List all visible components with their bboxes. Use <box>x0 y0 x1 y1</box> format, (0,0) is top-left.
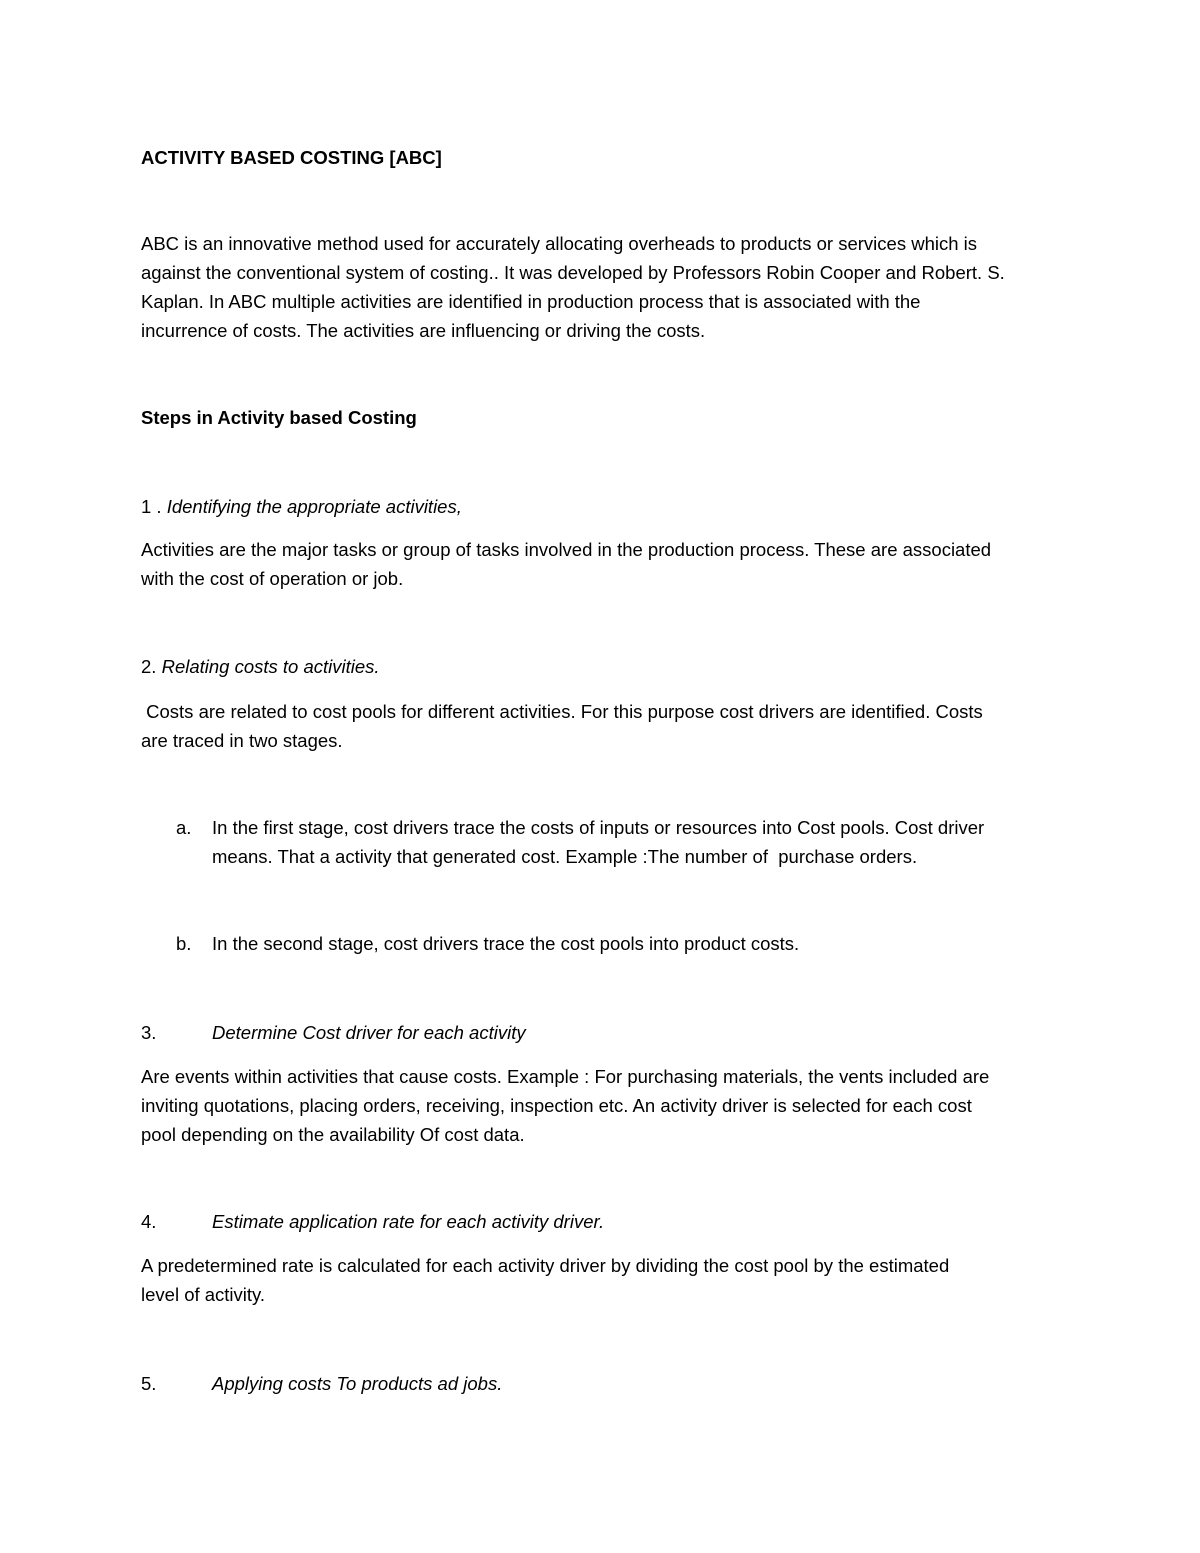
step4-line-2: level of activity. <box>141 1284 266 1305</box>
step3-line-1: Are events within activities that cause costs. Example : For purchasing materials, the vents included are <box>141 1066 990 1087</box>
step1-heading-line <box>141 492 462 521</box>
step4-line-1: A predetermined rate is calculated for each activity driver by dividing the cost pool by the estimated <box>141 1255 950 1276</box>
intro-line-4: incurrence of costs. The activities are influencing or driving the costs. <box>141 320 706 341</box>
step4-heading: Estimate application rate for each activity driver. <box>212 1211 605 1232</box>
steps-heading: Steps in Activity based Costing <box>141 407 417 428</box>
step2-number: 2. <box>141 656 157 677</box>
step2-heading-line <box>141 652 380 681</box>
step2-line-2: are traced in two stages. <box>141 730 343 751</box>
step2-line-1: Costs are related to cost pools for different activities. For this purpose cost drivers are identified. Costs <box>141 701 983 722</box>
step3-line-2: inviting quotations, placing orders, receiving, inspection etc. An activity driver is selected for each cost <box>141 1095 972 1116</box>
step3-heading: Determine Cost driver for each activity <box>212 1022 526 1043</box>
step1-heading: Identifying the appropriate activities, <box>166 496 462 517</box>
sub-b-line-1: In the second stage, cost drivers trace the cost pools into product costs. <box>212 933 800 954</box>
sub-a-line-2: means. That a activity that generated cost. Example :The number of purchase orders. <box>212 846 918 867</box>
step1-line-2: with the cost of operation or job. <box>141 568 404 589</box>
step3-number: 3. <box>141 1022 157 1043</box>
step4-number: 4. <box>141 1211 157 1232</box>
sub-a-line-1: In the first stage, cost drivers trace the costs of inputs or resources into Cost pools. Cost driver <box>212 817 985 838</box>
step1-line-1: Activities are the major tasks or group of tasks involved in the production process. These are associated <box>141 539 992 560</box>
step2-heading: Relating costs to activities. <box>161 656 380 677</box>
intro-line-1: ABC is an innovative method used for accurately allocating overheads to products or services which is <box>141 233 978 254</box>
step5-heading: Applying costs To products ad jobs. <box>212 1373 503 1394</box>
step1-number: 1 . <box>141 496 162 517</box>
sub-b-marker: b. <box>176 933 192 954</box>
document-title: ACTIVITY BASED COSTING [ABC] <box>141 147 442 168</box>
step5-number: 5. <box>141 1373 157 1394</box>
step3-line-3: pool depending on the availability Of cost data. <box>141 1124 525 1145</box>
sub-a-marker: a. <box>176 817 192 838</box>
intro-line-2: against the conventional system of costing.. It was developed by Professors Robin Cooper and Robert. S. <box>141 262 1005 283</box>
intro-line-3: Kaplan. In ABC multiple activities are identified in production process that is associated with the <box>141 291 921 312</box>
